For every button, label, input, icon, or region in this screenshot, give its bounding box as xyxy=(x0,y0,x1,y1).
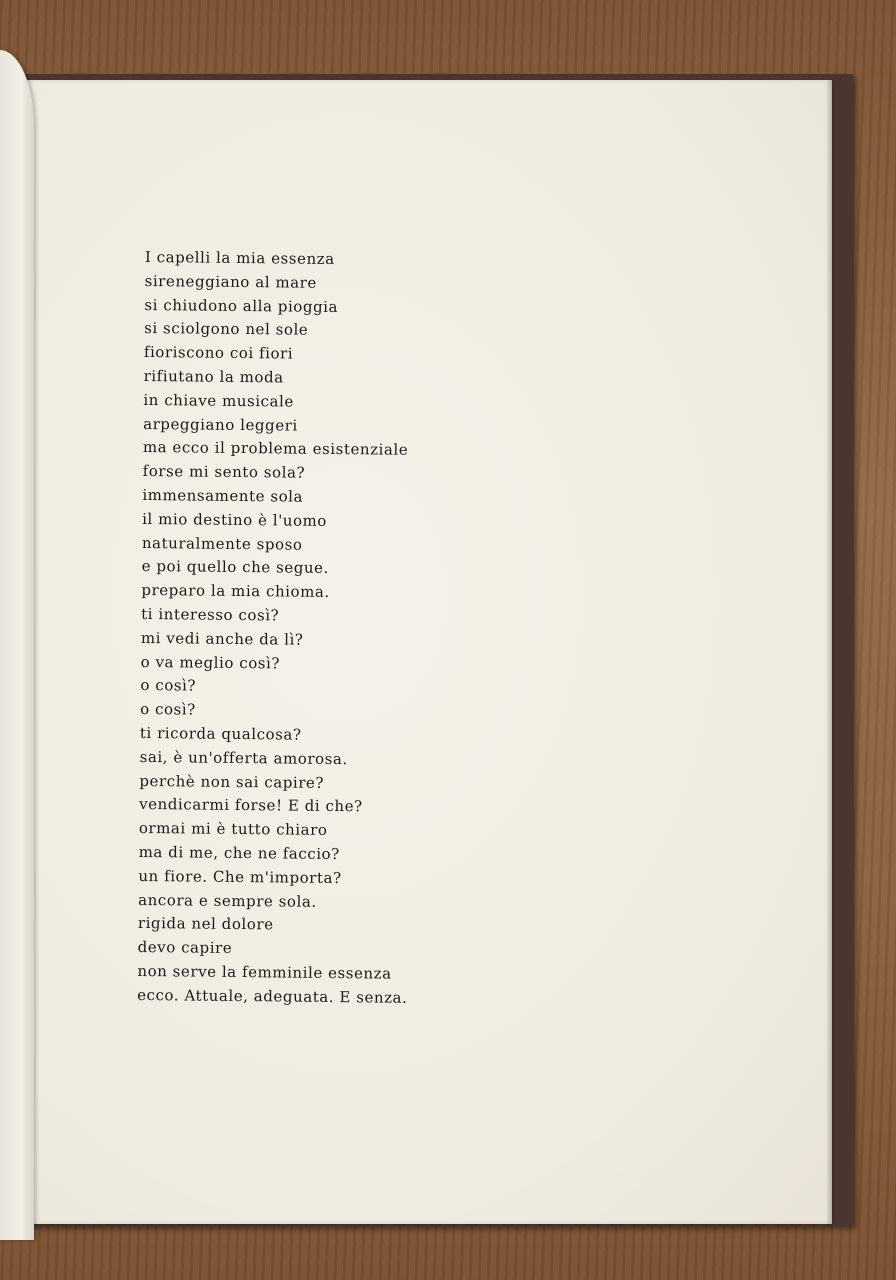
poem-line: forse mi sento sola? xyxy=(142,462,306,482)
poem-line: vendicarmi forse! E di che? xyxy=(139,795,363,816)
poem-line: ancora e sempre sola. xyxy=(138,890,317,911)
poem-line: I capelli la mia essenza xyxy=(144,247,335,268)
poem-line: ormai mi è tutto chiaro xyxy=(138,819,328,840)
poem-line: sai, è un'offerta amorosa. xyxy=(139,747,348,768)
poem-line: naturalmente sposo xyxy=(141,533,303,554)
poem-line: devo capire xyxy=(137,938,233,958)
poem-line: mi vedi anche da lì? xyxy=(140,628,304,649)
poem-line: si chiudono alla pioggia xyxy=(144,295,339,316)
poem-line: o così? xyxy=(140,700,196,719)
poem-line: fioriscono coi fiori xyxy=(143,343,294,363)
book-page xyxy=(24,80,832,1224)
poem-line: si sciolgono nel sole xyxy=(144,319,309,340)
poem-line: non serve la femminile essenza xyxy=(137,961,392,983)
left-page-edge xyxy=(0,50,34,1240)
poem-line: in chiave musicale xyxy=(143,390,294,411)
poem-text xyxy=(137,246,565,1010)
poem-line: e poi quello che segue. xyxy=(141,557,329,578)
poem-line: rifiutano la moda xyxy=(143,366,284,387)
poem-line: immensamente sola xyxy=(142,485,304,506)
poem-line: ti interesso così? xyxy=(141,604,280,625)
poem-line: un fiore. Che m'importa? xyxy=(138,866,342,887)
poem-line: sireneggiano al mare xyxy=(144,271,317,292)
poem-line: perchè non sai capire? xyxy=(139,771,325,792)
poem-line: ma di me, che ne faccio? xyxy=(138,842,340,863)
poem-line: ti ricorda qualcosa? xyxy=(139,723,302,744)
poem-line: arpeggiano leggeri xyxy=(143,414,298,435)
poem-line: ma ecco il problema esistenziale xyxy=(142,438,409,460)
poem-line: il mio destino è l'uomo xyxy=(142,509,328,530)
poem-line: o così? xyxy=(140,676,197,695)
poem-line: rigida nel dolore xyxy=(137,914,274,934)
poem-line: ecco. Attuale, adeguata. E senza. xyxy=(137,985,408,1007)
poem-line: preparo la mia chioma. xyxy=(141,581,330,602)
page-edge-shadow xyxy=(826,80,832,1224)
poem-line: o va meglio così? xyxy=(140,652,281,672)
